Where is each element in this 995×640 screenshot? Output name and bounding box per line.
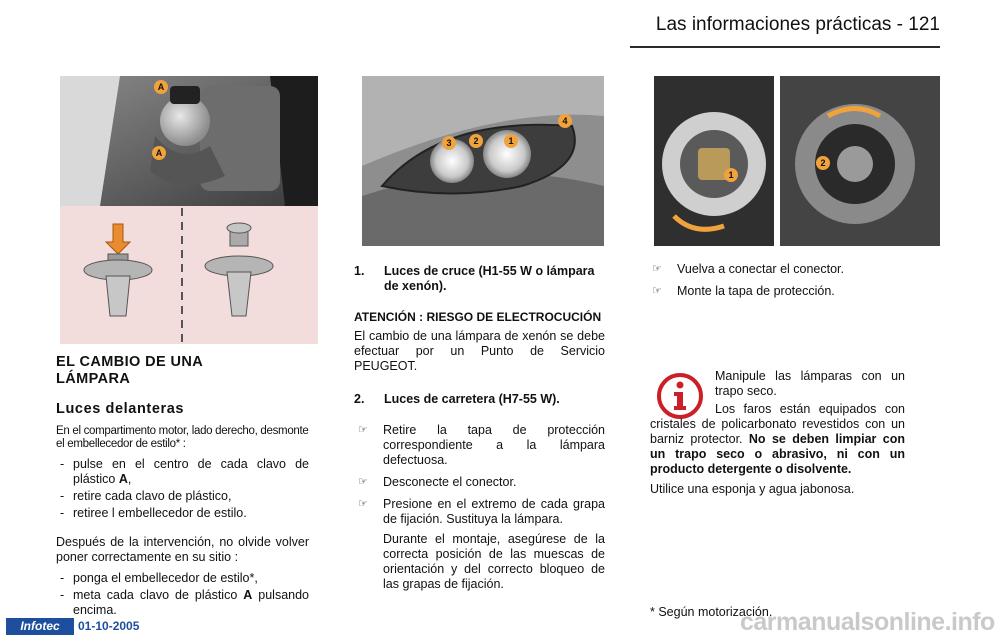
clip-callout-a-bottom: A [152, 146, 166, 160]
headlight-photo [362, 76, 604, 246]
subsection-title: Luces delanteras [56, 401, 185, 417]
watermark: carmanualsonline.info [740, 608, 995, 636]
infotec-logo: Infotec [6, 618, 74, 635]
refit-step: - meta cada clavo de plástico A pulsando encima. [56, 588, 309, 618]
refit-connector-step: ☞ Vuelva a conectar el conector. [652, 262, 844, 276]
bulb-item-main-beam: 2. Luces de carretera (H7-55 W). [354, 392, 560, 406]
header-rule [630, 46, 940, 48]
middle-column [354, 264, 605, 599]
right-column-steps [648, 262, 906, 306]
protective-cover-callout-2: 2 [816, 156, 830, 170]
pointing-finger-icon: ☞ [652, 263, 662, 275]
intro-text: En el compartimento motor, lado derecho, desmonte el embellecedor de estilo* : [56, 425, 309, 450]
left-column [56, 354, 309, 620]
footer-date: 01-10-2005 [78, 619, 140, 633]
plastic-clip-diagram [60, 206, 318, 344]
info-paragraph-2: Los faros están equipados con cristales de policarbonato revestidos con un barniz protector. No se deben limpiar con un trapo seco o abrasivo, ni con un producto detergente o disolvente. [650, 402, 905, 476]
bulb-holder-callout-1: 1 [724, 168, 738, 182]
bulb-holder-photo [654, 76, 774, 246]
headlight-callout-3: 3 [442, 136, 456, 150]
refit-connector-steps [648, 262, 906, 299]
pointing-finger-icon: ☞ [358, 424, 368, 436]
info-paragraph-1: Manipule las lámparas con un trapo seco. [715, 369, 905, 398]
headlight-callout-1: 1 [504, 134, 518, 148]
headlight-callout-4: 4 [558, 114, 572, 128]
headlight-drawing [362, 76, 604, 246]
after-intervention-text: Después de la intervención, no olvide volver poner correctamente en su sitio : [56, 535, 309, 564]
plastic-clip-drawing [60, 206, 318, 344]
replacement-step: ☞ Desconecte el conector. [358, 475, 517, 489]
section-title: EL CAMBIO DE UNA LÁMPARA [56, 354, 203, 387]
engine-compartment-photo [60, 76, 318, 206]
replacement-step: ☞ Presione en el extremo de cada grapa de fijación. Sustituya la lámpara. Durante el montaje, asegúrese de la correcta posición de las muescas de orientación y del correcto bloqueo de las grapas de fijación. [358, 497, 605, 591]
refit-connector-step: ☞ Monte la tapa de protección. [652, 284, 835, 298]
bulb-holder-drawing [654, 76, 774, 246]
replacement-step: ☞ Retire la tapa de protección correspondiente a la lámpara defectuosa. [358, 423, 605, 467]
removal-step: - pulse en el centro de cada clavo de plástico A, [56, 457, 309, 487]
protective-cover-drawing [780, 76, 940, 246]
headlight-callout-2: 2 [469, 134, 483, 148]
mounting-note: Durante el montaje, asegúrese de la correcta posición de las muescas de orientación y del correcto bloqueo de las grapas de fijación. [383, 532, 605, 591]
pointing-finger-icon: ☞ [358, 476, 368, 488]
replacement-steps [354, 423, 605, 592]
pointing-finger-icon: ☞ [358, 498, 368, 510]
bulb-item-dipped: 1. Luces de cruce (H1-55 W o lámpara de xenón). [354, 264, 595, 293]
removal-step: - retiree l embellecedor de estilo. [56, 506, 309, 521]
warning-text: El cambio de una lámpara de xenón se debe efectuar por un Punto de Servicio PEUGEOT. [354, 329, 605, 373]
footnote: * Según motorización. [650, 605, 773, 619]
refit-steps [56, 571, 309, 618]
info-paragraph-3: Utilice una esponja y agua jabonosa. [650, 482, 855, 496]
warning-title: ATENCIÓN : RIESGO DE ELECTROCUCIÓN [354, 310, 602, 324]
removal-step: - retire cada clavo de plástico, [56, 489, 309, 504]
info-box [650, 369, 905, 497]
refit-step: - ponga el embellecedor de estilo*, [56, 571, 309, 586]
clip-callout-a-top: A [154, 80, 168, 94]
protective-cover-photo [780, 76, 940, 246]
pointing-finger-icon: ☞ [652, 285, 662, 297]
page-title: Las informaciones prácticas - 121 [655, 14, 940, 35]
removal-steps [56, 457, 309, 521]
engine-compartment-drawing [60, 76, 318, 206]
